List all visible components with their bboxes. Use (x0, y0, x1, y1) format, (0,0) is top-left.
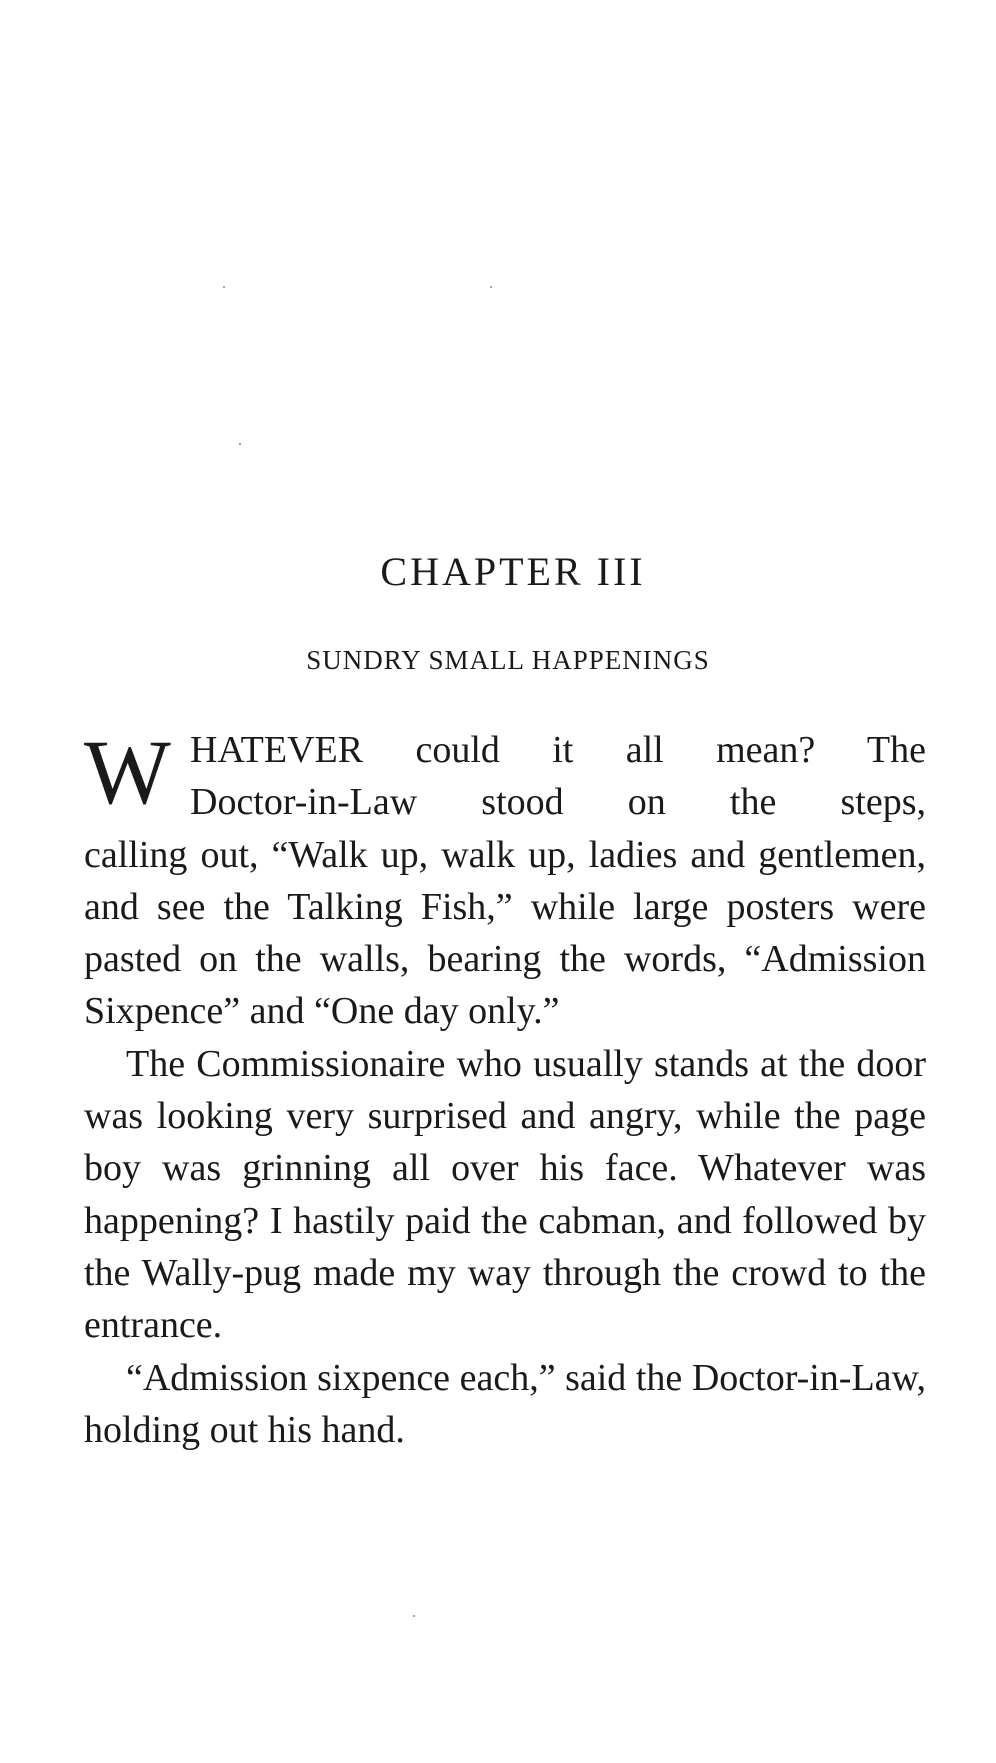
chapter-subtitle: SUNDRY SMALL HAPPENINGS (306, 645, 710, 675)
paragraph-continuation: calling out, “Walk up, walk up, ladies and gentlemen, and see the Talking Fish,” while large posters were pasted on the walls, bearing the words, “Admission Sixpence” and “One day only.” (84, 833, 926, 1033)
drop-cap: W (84, 721, 171, 823)
print-speck (490, 286, 492, 288)
print-speck (413, 1615, 415, 1617)
paragraph: The Commissionaire who usually stands at the door was looking very surprised and angry, while the page boy was grinning all over his face. Whatever was happening? I hastily paid the cabman, and followed by the Wally-pug made my way through the crowd to the entrance. (84, 1042, 926, 1347)
print-speck (223, 286, 225, 288)
chapter-body (84, 721, 926, 1456)
paragraph-first (84, 721, 926, 829)
paragraph-line: Doctor-in-Law stood on the steps, (190, 781, 926, 824)
paragraph-line: HATEVER could it all mean? The (190, 729, 926, 771)
paragraph: “Admission sixpence each,” said the Doctor-in-Law, holding out his hand. (84, 1356, 926, 1451)
chapter-title: CHAPTER III (380, 549, 646, 594)
print-speck (239, 443, 241, 445)
